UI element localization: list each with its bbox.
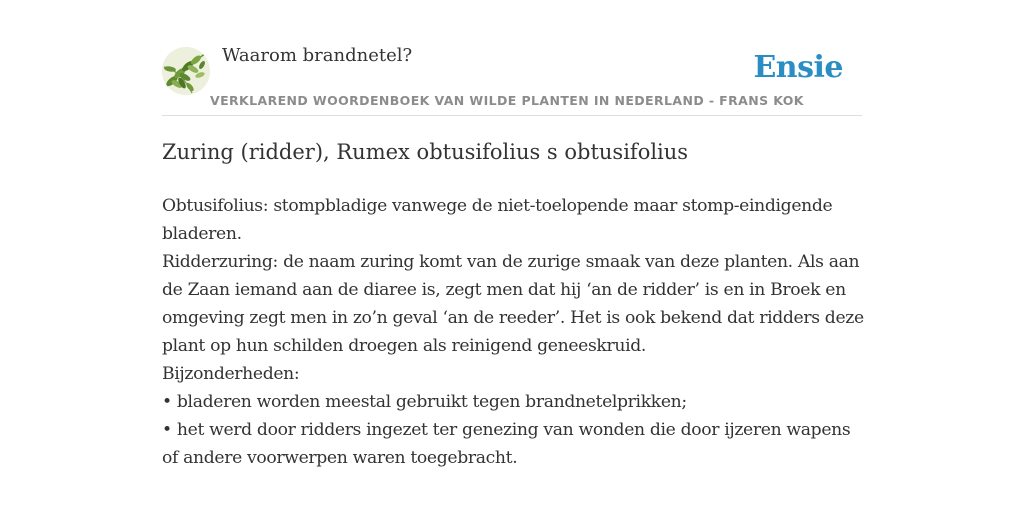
divider <box>162 115 862 116</box>
entry-title: Zuring (ridder), Rumex obtusifolius s obtusifolius <box>162 140 689 164</box>
leaf-avatar-icon[interactable] <box>162 47 210 95</box>
source-line[interactable]: VERKLAREND WOORDENBOEK VAN WILDE PLANTEN IN NEDERLAND - FRANS KOK <box>210 93 804 108</box>
brand-logo[interactable]: Ensie <box>753 50 843 85</box>
entry-line: Ridderzuring: de naam zuring komt van de zurige smaak van deze planten. Als aan de Zaan iemand aan de diaree is, zegt men dat hij ‘an de ridder’ is en in Broek en omgeving zegt men in zo’n geval ‘an de reeder’. Het is ook bekend dat ridders deze plant op hun schilden droegen als reinigend geneeskruid. <box>162 252 864 356</box>
entry-body <box>162 192 866 472</box>
site-title[interactable]: Waarom brandnetel? <box>222 45 413 66</box>
entry-line: • bladeren worden meestal gebruikt tegen brandnetelprikken; <box>162 392 687 412</box>
entry-line: Obtusifolius: stompbladige vanwege de niet-toelopende maar stomp-eindigende bladeren. <box>162 196 833 244</box>
entry-line: • het werd door ridders ingezet ter genezing van wonden die door ijzeren wapens of andere voorwerpen waren toegebracht. <box>162 420 851 468</box>
entry-line: Bijzonderheden: <box>162 364 300 384</box>
